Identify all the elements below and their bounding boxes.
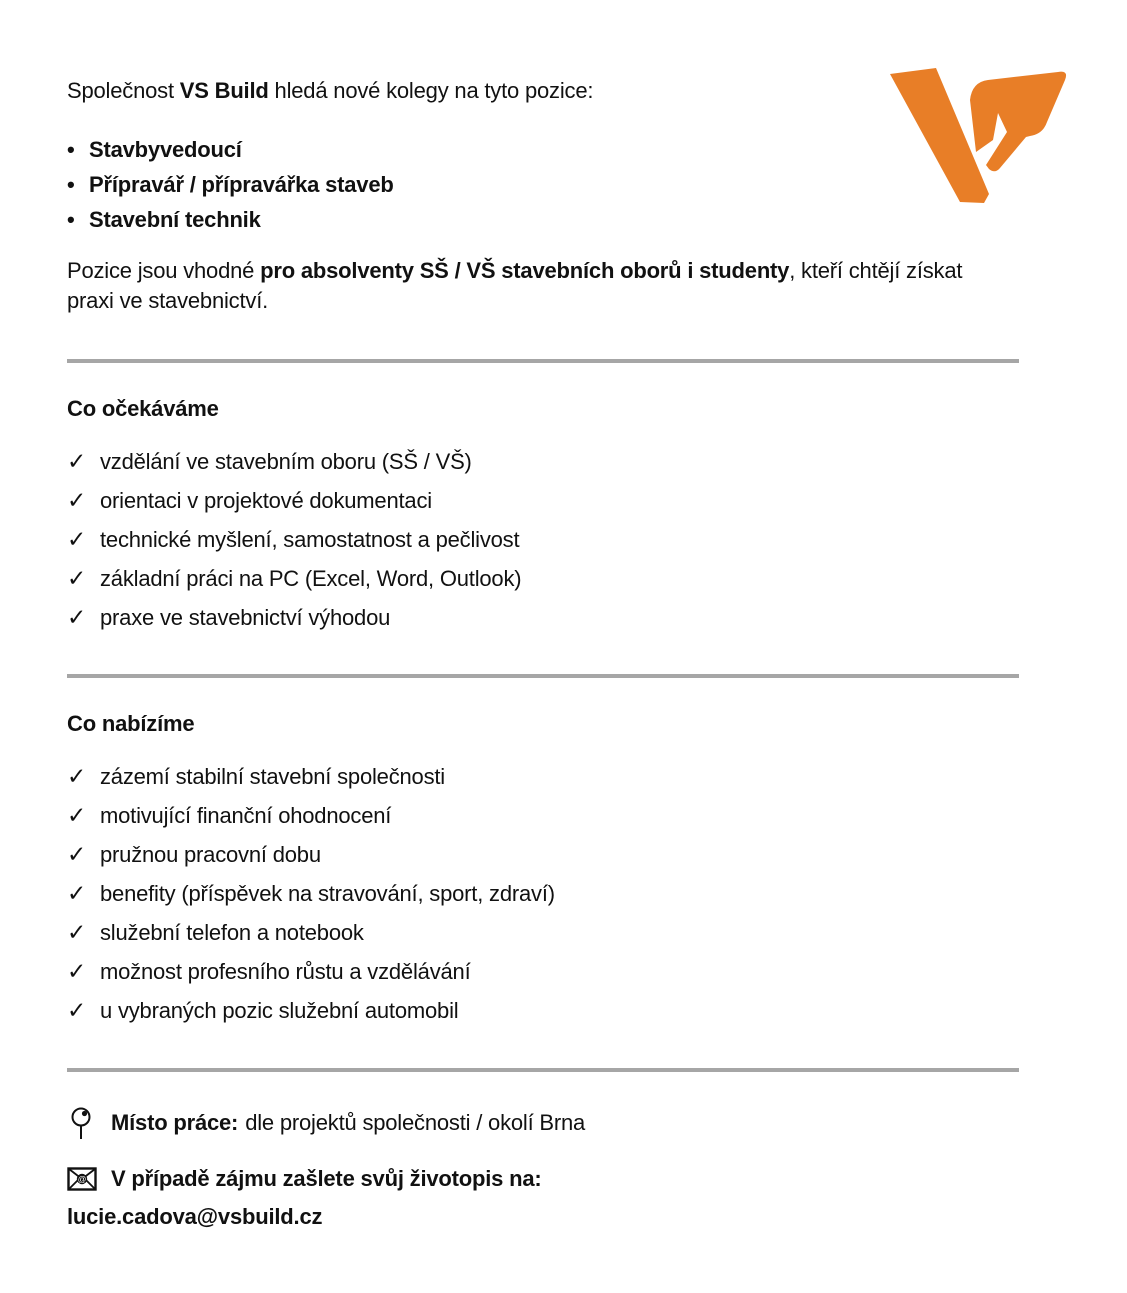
check-item-label: možnost profesního růstu a vzdělávání (100, 959, 471, 984)
check-item-label: technické myšlení, samostatnost a pečlivost (100, 527, 520, 552)
check-icon: ✓ (67, 448, 87, 474)
check-item-label: zázemí stabilní stavební společnosti (100, 764, 445, 789)
suitability-suffix: , kteří chtějí získat praxi ve stavebnictví. (67, 258, 963, 313)
apply-row (67, 1164, 1027, 1194)
suitability-text (67, 256, 1002, 316)
location-label: Místo práce: (111, 1110, 239, 1135)
intro-prefix: Společnost (67, 78, 180, 103)
position-label: Stavební technik (89, 207, 261, 232)
check-list (67, 448, 1027, 643)
position-label: Přípravář / přípravářka staveb (89, 172, 394, 197)
check-item-label: benefity (příspěvek na stravování, sport, zdraví) (100, 881, 555, 906)
check-item-label: orientaci v projektové dokumentaci (100, 488, 432, 513)
location-row (67, 1108, 1027, 1138)
position-label: Stavbyvedoucí (89, 137, 242, 162)
footer (67, 1108, 1027, 1232)
intro-suffix: hledá nové kolegy na tyto pozice: (268, 78, 594, 103)
bullet-icon: • (67, 172, 75, 197)
check-item (67, 565, 1027, 604)
company-name: VS Build (179, 78, 269, 103)
check-item (67, 763, 1027, 802)
document-body (67, 0, 1027, 1232)
check-icon: ✓ (67, 487, 87, 513)
bullet-icon: • (67, 207, 75, 232)
check-icon: ✓ (67, 841, 87, 867)
check-item (67, 958, 1027, 997)
check-item (67, 604, 1027, 643)
check-icon: ✓ (67, 919, 87, 945)
check-icon: ✓ (67, 526, 87, 552)
check-item (67, 880, 1027, 919)
check-icon: ✓ (67, 802, 87, 828)
check-item-label: služební telefon a notebook (100, 920, 364, 945)
bullet-icon: • (67, 137, 75, 162)
check-item (67, 919, 1027, 958)
check-item-label: vzdělání ve stavebním oboru (SŠ / VŠ) (100, 449, 472, 474)
position-item (67, 167, 1027, 202)
section-title: Co nabízíme (67, 711, 195, 736)
check-icon: ✓ (67, 997, 87, 1023)
check-item (67, 997, 1027, 1036)
check-item (67, 487, 1027, 526)
email-icon (67, 1167, 97, 1191)
position-item (67, 202, 1027, 237)
intro-text (67, 78, 1027, 104)
apply-label: V případě zájmu zašlete svůj životopis na: (111, 1166, 542, 1191)
email-address: lucie.cadova@vsbuild.cz (67, 1204, 323, 1229)
location-value: dle projektů společnosti / okolí Brna (245, 1110, 586, 1135)
suitability-bold: pro absolventy SŠ / VŠ stavebních oborů i studenty (260, 258, 790, 283)
section-title: Co očekáváme (67, 396, 219, 421)
expectations-section (67, 396, 1027, 643)
check-item (67, 448, 1027, 487)
location-pin-icon (67, 1106, 97, 1140)
check-icon: ✓ (67, 880, 87, 906)
check-item (67, 802, 1027, 841)
divider (67, 359, 1019, 363)
check-icon: ✓ (67, 763, 87, 789)
check-item-label: u vybraných pozic služební automobil (100, 998, 459, 1023)
divider (67, 674, 1019, 678)
position-item (67, 132, 1027, 167)
check-icon: ✓ (67, 604, 87, 630)
check-list (67, 763, 1027, 1036)
check-item-label: motivující finanční ohodnocení (100, 803, 392, 828)
check-item-label: základní práci na PC (Excel, Word, Outlook) (100, 566, 522, 591)
check-item-label: praxe ve stavebnictví výhodou (100, 605, 391, 630)
check-icon: ✓ (67, 958, 87, 984)
offer-section (67, 711, 1027, 1036)
suitability-prefix: Pozice jsou vhodné (67, 258, 261, 283)
check-item (67, 841, 1027, 880)
divider (67, 1068, 1019, 1072)
positions-list (67, 132, 1027, 237)
check-item (67, 526, 1027, 565)
check-item-label: pružnou pracovní dobu (100, 842, 321, 867)
svg-text:@: @ (77, 1174, 87, 1184)
check-icon: ✓ (67, 565, 87, 591)
